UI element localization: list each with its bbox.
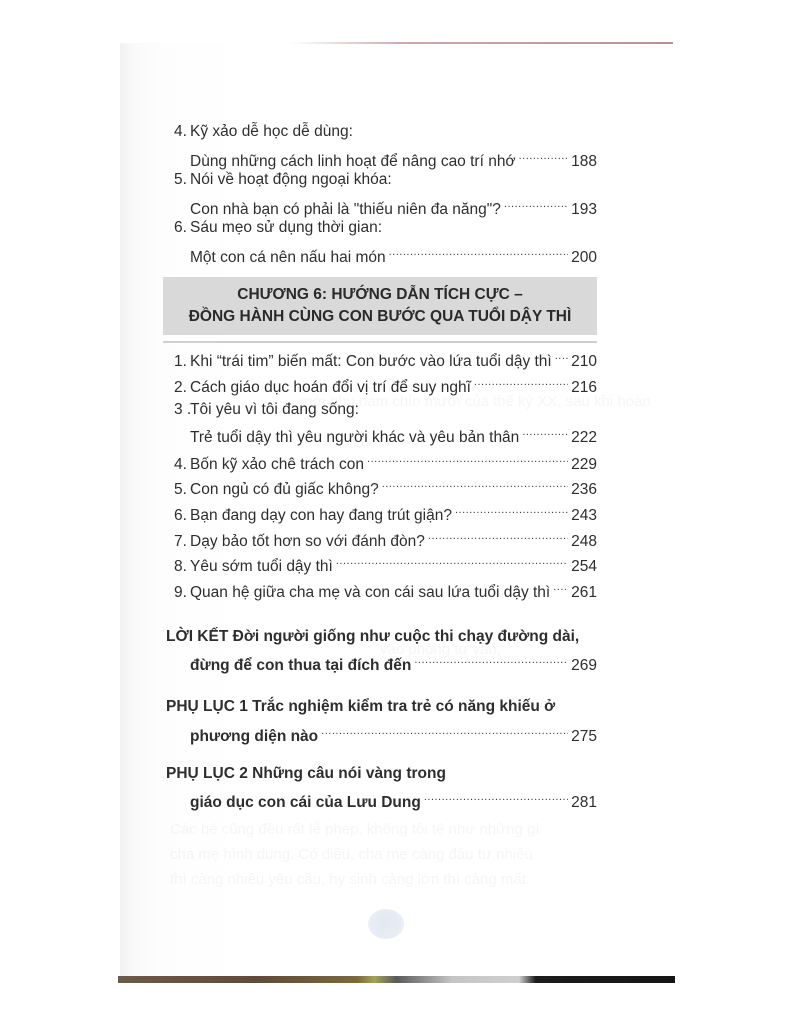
toc-entry-title: Nói về hoạt động ngoại khóa: xyxy=(190,171,392,188)
section-title: Trắc nghiệm kiểm tra trẻ có năng khiếu ở xyxy=(252,698,556,715)
dot-leader xyxy=(382,474,568,494)
toc-entry-number: 5. xyxy=(174,171,187,188)
toc-page-number: 254 xyxy=(571,558,597,575)
toc-page-number: 210 xyxy=(571,353,597,370)
toc-entry-title: Yêu sớm tuổi dậy thì xyxy=(190,558,333,575)
toc-entry[interactable] xyxy=(174,474,597,500)
toc-entry[interactable] xyxy=(174,577,597,603)
dot-leader xyxy=(424,787,568,807)
toc-entry-line xyxy=(190,650,597,676)
toc-page-number: 236 xyxy=(571,481,597,498)
section-label: LỜI KẾT xyxy=(166,628,229,645)
dot-leader xyxy=(455,500,568,520)
toc-entry-number: 6. xyxy=(174,219,187,236)
dot-leader xyxy=(555,346,568,366)
toc-entry-title: Khi “trái tim” biến mất: Con bước vào lứa tuổi dậy thì xyxy=(190,353,552,370)
toc-entry-number: 8. xyxy=(174,558,187,575)
page-number-ornament-icon xyxy=(368,909,404,939)
toc-page-number: 261 xyxy=(571,584,597,601)
toc-entry-title: Sáu mẹo sử dụng thời gian: xyxy=(190,219,383,236)
toc-page-number: 281 xyxy=(571,794,597,811)
section-title: Những câu nói vàng trong xyxy=(252,765,446,782)
toc-entry[interactable] xyxy=(174,551,597,577)
toc-entry-number: 4. xyxy=(174,123,187,140)
toc-entry-subtitle: đừng để con thua tại đích đến xyxy=(190,657,412,674)
toc-page-number: 200 xyxy=(571,249,597,266)
dot-leader xyxy=(414,650,568,670)
toc-page-number: 275 xyxy=(571,728,597,745)
dot-leader xyxy=(428,526,568,546)
toc-entry-title: Kỹ xảo dễ học dễ dùng: xyxy=(190,123,353,140)
toc-entry-title xyxy=(166,764,446,784)
toc-entry[interactable] xyxy=(174,449,597,475)
toc-entry-subtitle: giáo dục con cái của Lưu Dung xyxy=(190,794,421,811)
dot-leader xyxy=(336,551,568,571)
dot-leader xyxy=(321,721,568,741)
chapter-divider xyxy=(163,341,597,343)
toc-entry-subtitle: Một con cá nên nấu hai món xyxy=(190,249,386,266)
toc-entry-title: Cách giáo dục hoán đổi vị trí để suy nghĩ xyxy=(190,379,471,396)
toc-entry-subtitle: phương diện nào xyxy=(190,728,319,745)
toc-page-number: 269 xyxy=(571,657,597,674)
toc-entry-title: Bạn đang dạy con hay đang trút giận? xyxy=(190,507,452,524)
toc-entry-number: 5. xyxy=(174,481,187,498)
section-title: Đời người giống như cuộc thi chạy đường dài, xyxy=(232,628,580,645)
toc-entry-line xyxy=(190,422,597,448)
toc-entry-title: Con ngủ có đủ giấc không? xyxy=(190,481,379,498)
chapter-heading-line2: ĐỒNG HÀNH CÙNG CON BƯỚC QUA TUỔI DẬY THÌ xyxy=(188,308,572,325)
toc-entry[interactable] xyxy=(174,500,597,526)
toc-entry-title: Quan hệ giữa cha mẹ và con cái sau lứa tuổi dậy thì xyxy=(190,584,551,601)
toc-entry-subtitle: Con nhà bạn có phải là "thiếu niên đa năng"? xyxy=(190,201,501,218)
toc-entry[interactable] xyxy=(174,372,597,398)
chapter-heading-line1: CHƯƠNG 6: HƯỚNG DẪN TÍCH CỰC – xyxy=(237,286,523,303)
toc-page-number: 229 xyxy=(571,456,597,473)
toc-entry-line xyxy=(190,194,597,220)
toc-entry-number: 1. xyxy=(174,353,187,370)
toc-page-number: 222 xyxy=(571,429,597,446)
toc-entry-subtitle: Trẻ tuổi dậy thì yêu người khác và yêu bản thân xyxy=(190,429,520,446)
dot-leader xyxy=(504,194,568,214)
toc-entry-title: Bốn kỹ xảo chê trách con xyxy=(190,456,365,473)
toc-entry-line xyxy=(190,146,597,172)
dot-leader xyxy=(474,372,568,392)
toc-page-number: 216 xyxy=(571,379,597,396)
toc-entry-number: 9. xyxy=(174,584,187,601)
toc-entry-number: 7. xyxy=(174,533,187,550)
dot-leader xyxy=(389,242,569,262)
toc-entry-line xyxy=(190,721,597,747)
section-label: PHỤ LỤC 1 xyxy=(166,698,248,715)
dot-leader xyxy=(522,422,568,442)
toc-entry-line xyxy=(190,787,597,813)
toc-page-number: 193 xyxy=(571,201,597,218)
toc-entry[interactable] xyxy=(174,346,597,372)
toc-page-number: 248 xyxy=(571,533,597,550)
toc-entry[interactable] xyxy=(174,526,597,552)
toc-entry-number: 6. xyxy=(174,507,187,524)
toc-page-number: 188 xyxy=(571,153,597,170)
toc-entry-subtitle: Dùng những cách linh hoạt để nâng cao trí nhớ xyxy=(190,153,516,170)
toc-entry-number: 2. xyxy=(174,379,187,396)
toc-page-number: 243 xyxy=(571,507,597,524)
dot-leader xyxy=(519,146,569,166)
dot-leader xyxy=(367,449,568,469)
toc-entry-number: 4. xyxy=(174,456,187,473)
section-label: PHỤ LỤC 2 xyxy=(166,765,248,782)
toc-entry-title: Dạy bảo tốt hơn so với đánh đòn? xyxy=(190,533,425,550)
chapter-heading[interactable] xyxy=(163,277,597,335)
toc-entry-line xyxy=(190,242,597,268)
dot-leader xyxy=(553,577,568,597)
toc-entry-title: Tôi yêu vì tôi đang sống: xyxy=(190,401,359,418)
toc-entry-title xyxy=(166,697,555,717)
toc-entry-number: 3 . xyxy=(174,401,192,418)
toc-entry-title xyxy=(166,627,579,647)
